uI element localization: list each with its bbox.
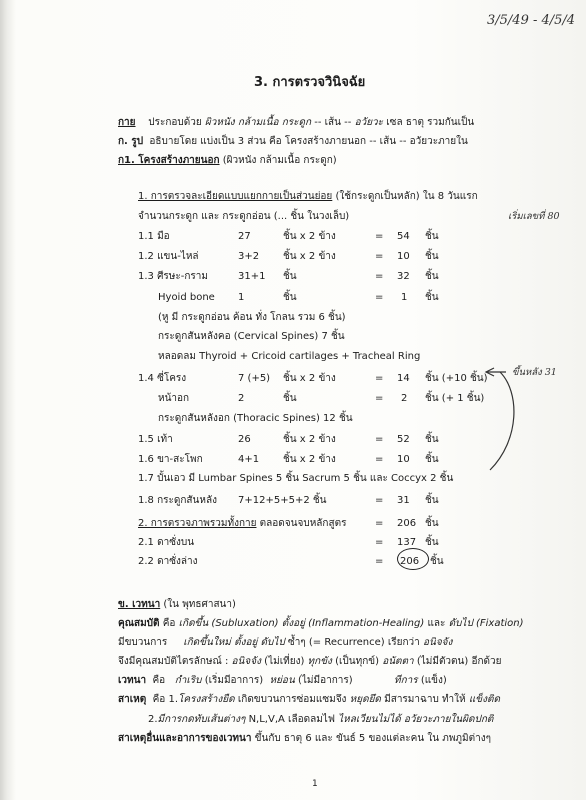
kai-label: กาย [118, 117, 136, 128]
k1-text: (ผิวหนัง กล้ามเนื้อ กระดูก) [222, 155, 337, 166]
row-eq: = [375, 495, 384, 506]
row-eq: = [375, 434, 384, 445]
row-unit: ชิ้น x 2 ข้าง [283, 434, 336, 445]
vedana-p3-i1: อนิจจัง [231, 656, 261, 667]
vedana-p6-i2: ไหลเวียนไม่ได้ อวัยวะภายในผิดปกติ [338, 714, 494, 725]
vedana-p4-c: (เริ่มมีอาการ) [204, 675, 264, 686]
row-eq: = [375, 518, 384, 529]
vedana-p7-a: ขึ้นกับ ธาตุ 6 และ ขันธ์ 5 ของแต่ละคน ใน ภพภูมิต่างๆ [254, 733, 491, 744]
row-eq: = [375, 292, 384, 303]
margin-note-back: ขึ้นหลัง 31 [512, 367, 557, 378]
row-count: 4+1 [238, 454, 260, 465]
vedana-p5-c: เกิดขบวนการซ่อมแซมจึง [237, 694, 347, 705]
vedana-p3-a: จึงมีคุณสมบัติไตรลักษณ์ : [118, 656, 229, 667]
vedana-p3-i3: อนัตตา [382, 656, 414, 667]
vedana-p1-b: คุณสมบัติ [118, 618, 160, 629]
vedana-p1-i2: ดับไป (Fixation) [448, 618, 524, 629]
vedana-p6-i: มีการกดทับเส้นต่างๆ [157, 714, 246, 725]
vedana-p3-i2: ทุกขัง [307, 656, 332, 667]
row-eq: = [375, 393, 384, 404]
row-unit: ชิ้น x 2 ข้าง [283, 231, 336, 242]
row-total: 14 [397, 373, 410, 384]
row-unit: ชิ้น [283, 292, 297, 303]
note-cervical: กระดูกสันหลังคอ (Cervical Spines) 7 ชิ้น [158, 331, 345, 342]
vedana-p4-e: (แข็ง) [420, 675, 447, 686]
row-eq: = [375, 251, 384, 262]
vedana-p7-b: สาเหตุอื่นและอาการของเวทนา [118, 733, 252, 744]
vedana-p3-c: (เป็นทุกข์) [335, 656, 379, 667]
handwritten-date: 3/5/49 - 4/5/4 [487, 13, 576, 28]
line-lumbar: 1.7 บั้นเอว มี Lumbar Spines 5 ชิ้น Sacrum 5 ชิ้น และ Coccyx 2 ชิ้น [138, 473, 454, 484]
vedana-p4-d: (ไม่มีอาการ) [297, 675, 353, 686]
row-suffix: ชิ้น (+10 ชิ้น) [425, 373, 488, 384]
k1-label: ก1. โครงสร้างภายนอก [118, 155, 220, 166]
row-total: 206 [397, 518, 417, 529]
row-suffix: ชิ้น [425, 292, 439, 303]
row-unit: ชิ้น [283, 271, 297, 282]
vedana-p4-b: เวทนา [118, 675, 147, 686]
vedana-p2-i: เกิดขึ้นใหม่ ตั้งอยู่ ดับไป [183, 637, 285, 648]
row-suffix: ชิ้น [425, 537, 439, 548]
row-total: 10 [397, 251, 410, 262]
row-total: 2 [401, 393, 408, 404]
kai-text: ประกอบด้วย [148, 117, 202, 128]
vedana-p2-i2: อนิจจัง [422, 637, 453, 648]
row-count: 2 [238, 393, 245, 404]
vedana-p1-a: คือ [162, 618, 176, 629]
row-total: 1 [401, 292, 408, 303]
row-eq: = [375, 231, 384, 242]
row-count: 31+1 [238, 271, 266, 282]
vedana-p3-b: (ไม่เที่ยง) [264, 656, 305, 667]
row-eq: = [375, 537, 384, 548]
margin-note-start-number: เริ่มเลขที่ 80 [508, 211, 560, 222]
vedana-p6-a: 2. [148, 714, 158, 725]
row-total: 52 [397, 434, 410, 445]
row-unit: ชิ้น x 2 ข้าง [283, 373, 336, 384]
row-suffix: ชิ้น [425, 518, 439, 529]
row-eq: = [375, 556, 384, 567]
note-ear: (หู มี กระดูกอ่อน ค้อน ทั่ง โกลน รวม 6 ชิ้น) [158, 312, 346, 323]
row-label: 1.8 กระดูกสันหลัง [138, 495, 217, 506]
row-label: 1.6 ขา-สะโพก [138, 454, 203, 465]
row-count: 7+12+5+5+2 ชิ้น [238, 495, 327, 506]
vedana-p5-i2: หยุดยึด [349, 694, 381, 705]
vedana-p6-b: N,L,V,A เลือดลมไฟ [248, 714, 335, 725]
section1-line2: จำนวนกระดูก และ กระดูกอ่อน (... ชิ้น ในวงเล็บ) [138, 211, 350, 222]
row-suffix: ชิ้น [425, 231, 439, 242]
vedana-p5-i: โครงสร้างยืด [178, 694, 235, 705]
vedana-p3-d: (ไม่มีตัวตน) อีกด้วย [416, 656, 502, 667]
kai-text-italic: ผิวหนัง กล้ามเนื้อ กระดูก [204, 117, 312, 128]
page-number: 1 [312, 779, 318, 789]
row-label: Hyoid bone [158, 292, 215, 303]
row-eq: = [375, 373, 384, 384]
vedana-p1-i1: เกิดขึ้น (Subluxation) ตั้งอยู่ (Inflammation-Healing) [178, 618, 425, 629]
row-eq: = [375, 454, 384, 465]
section1-title-rest: (ใช้กระดูกเป็นหลัก) ใน 8 วันแรก [335, 191, 478, 202]
row-suffix: ชิ้น [425, 251, 439, 262]
vedana-p2-a: มีขบวนการ [118, 637, 168, 648]
row-label: 1.1 มือ [138, 231, 170, 242]
vedana-p4-i2: หย่อน [269, 675, 295, 686]
rup-text: อธิบายโดย แบ่งเป็น 3 ส่วน คือ โครงสร้างภายนอก -- เส้น -- อวัยวะภายใน [149, 136, 468, 147]
row-label: 2.1 ดาซั่งบน [138, 537, 195, 548]
vedana-heading-u: ข. เวทนา [118, 599, 161, 610]
row-label: หน้าอก [158, 393, 190, 404]
kai-text-italic2: อวัยวะ [354, 117, 384, 128]
row-total: 137 [397, 537, 417, 548]
row-suffix: ชิ้น [425, 454, 439, 465]
vedana-p5-d: มีสารมาฉาบ ทำให้ [384, 694, 466, 705]
row-label: 1.2 แขน-ไหล่ [138, 251, 199, 262]
vedana-p4-i3: ทีการ [393, 675, 418, 686]
row-label: 1.5 เท้า [138, 434, 173, 445]
row-suffix: ชิ้น [425, 434, 439, 445]
section2-title-rest: ตลอดจนจบหลักสูตร [259, 518, 347, 529]
vedana-p5-a: คือ 1. [152, 694, 179, 705]
row-total: 10 [397, 454, 410, 465]
kai-text-c: เซล ธาตุ รวมกันเป็น [386, 117, 475, 128]
vedana-p4-i1: กำเริบ [174, 675, 202, 686]
note-thoracic: กระดูกสันหลังอก (Thoracic Spines) 12 ชิ้น [158, 413, 353, 424]
section2-title-u: 2. การตรวจภาพรวมทั้งกาย [138, 518, 257, 529]
page-title: 3. การตรวจวินิจฉัย [254, 75, 366, 90]
vedana-p5-b: สาเหตุ [118, 694, 147, 705]
row-count: 27 [238, 231, 251, 242]
row-total: 54 [397, 231, 410, 242]
row-label: 1.3 ศีรษะ-กราม [138, 271, 209, 282]
row-label: 2.2 ดาซั่งล่าง [138, 556, 198, 567]
vedana-p5-i3: แข็งติด [468, 694, 500, 705]
row-suffix: ชิ้น [430, 556, 444, 567]
row-label: 1.4 ซี่โครง [138, 373, 187, 384]
row-unit: ชิ้น x 2 ข้าง [283, 454, 336, 465]
row-count: 1 [238, 292, 245, 303]
row-eq: = [375, 271, 384, 282]
row-count: 7 (+5) [238, 373, 271, 384]
row-unit: ชิ้น x 2 ข้าง [283, 251, 336, 262]
rup-label: ก. รูป [118, 136, 144, 147]
row-suffix: ชิ้น [425, 495, 439, 506]
row-total: 31 [397, 495, 410, 506]
vedana-p1-c: และ [427, 618, 446, 629]
row-count: 26 [238, 434, 251, 445]
section1-title: 1. การตรวจละเอียดแบบแยกกายเป็นส่วนย่อย [138, 191, 333, 202]
row-total: 32 [397, 271, 410, 282]
row-unit: ชิ้น [283, 393, 297, 404]
row-total-circled: 206 [400, 556, 420, 567]
vedana-heading-rest: (ใน พุทธศาสนา) [163, 599, 236, 610]
kai-text-b: -- เส้น -- [314, 117, 352, 128]
row-count: 3+2 [238, 251, 260, 262]
note-larynx: หลอดลม Thyroid + Cricoid cartilages + Tracheal Ring [158, 351, 421, 362]
vedana-p4-a: คือ [152, 675, 166, 686]
row-suffix: ชิ้น (+ 1 ชิ้น) [425, 393, 485, 404]
row-suffix: ชิ้น [425, 271, 439, 282]
vedana-p2-b: ซ้ำๆ (= Recurrence) เรียกว่า [287, 637, 420, 648]
